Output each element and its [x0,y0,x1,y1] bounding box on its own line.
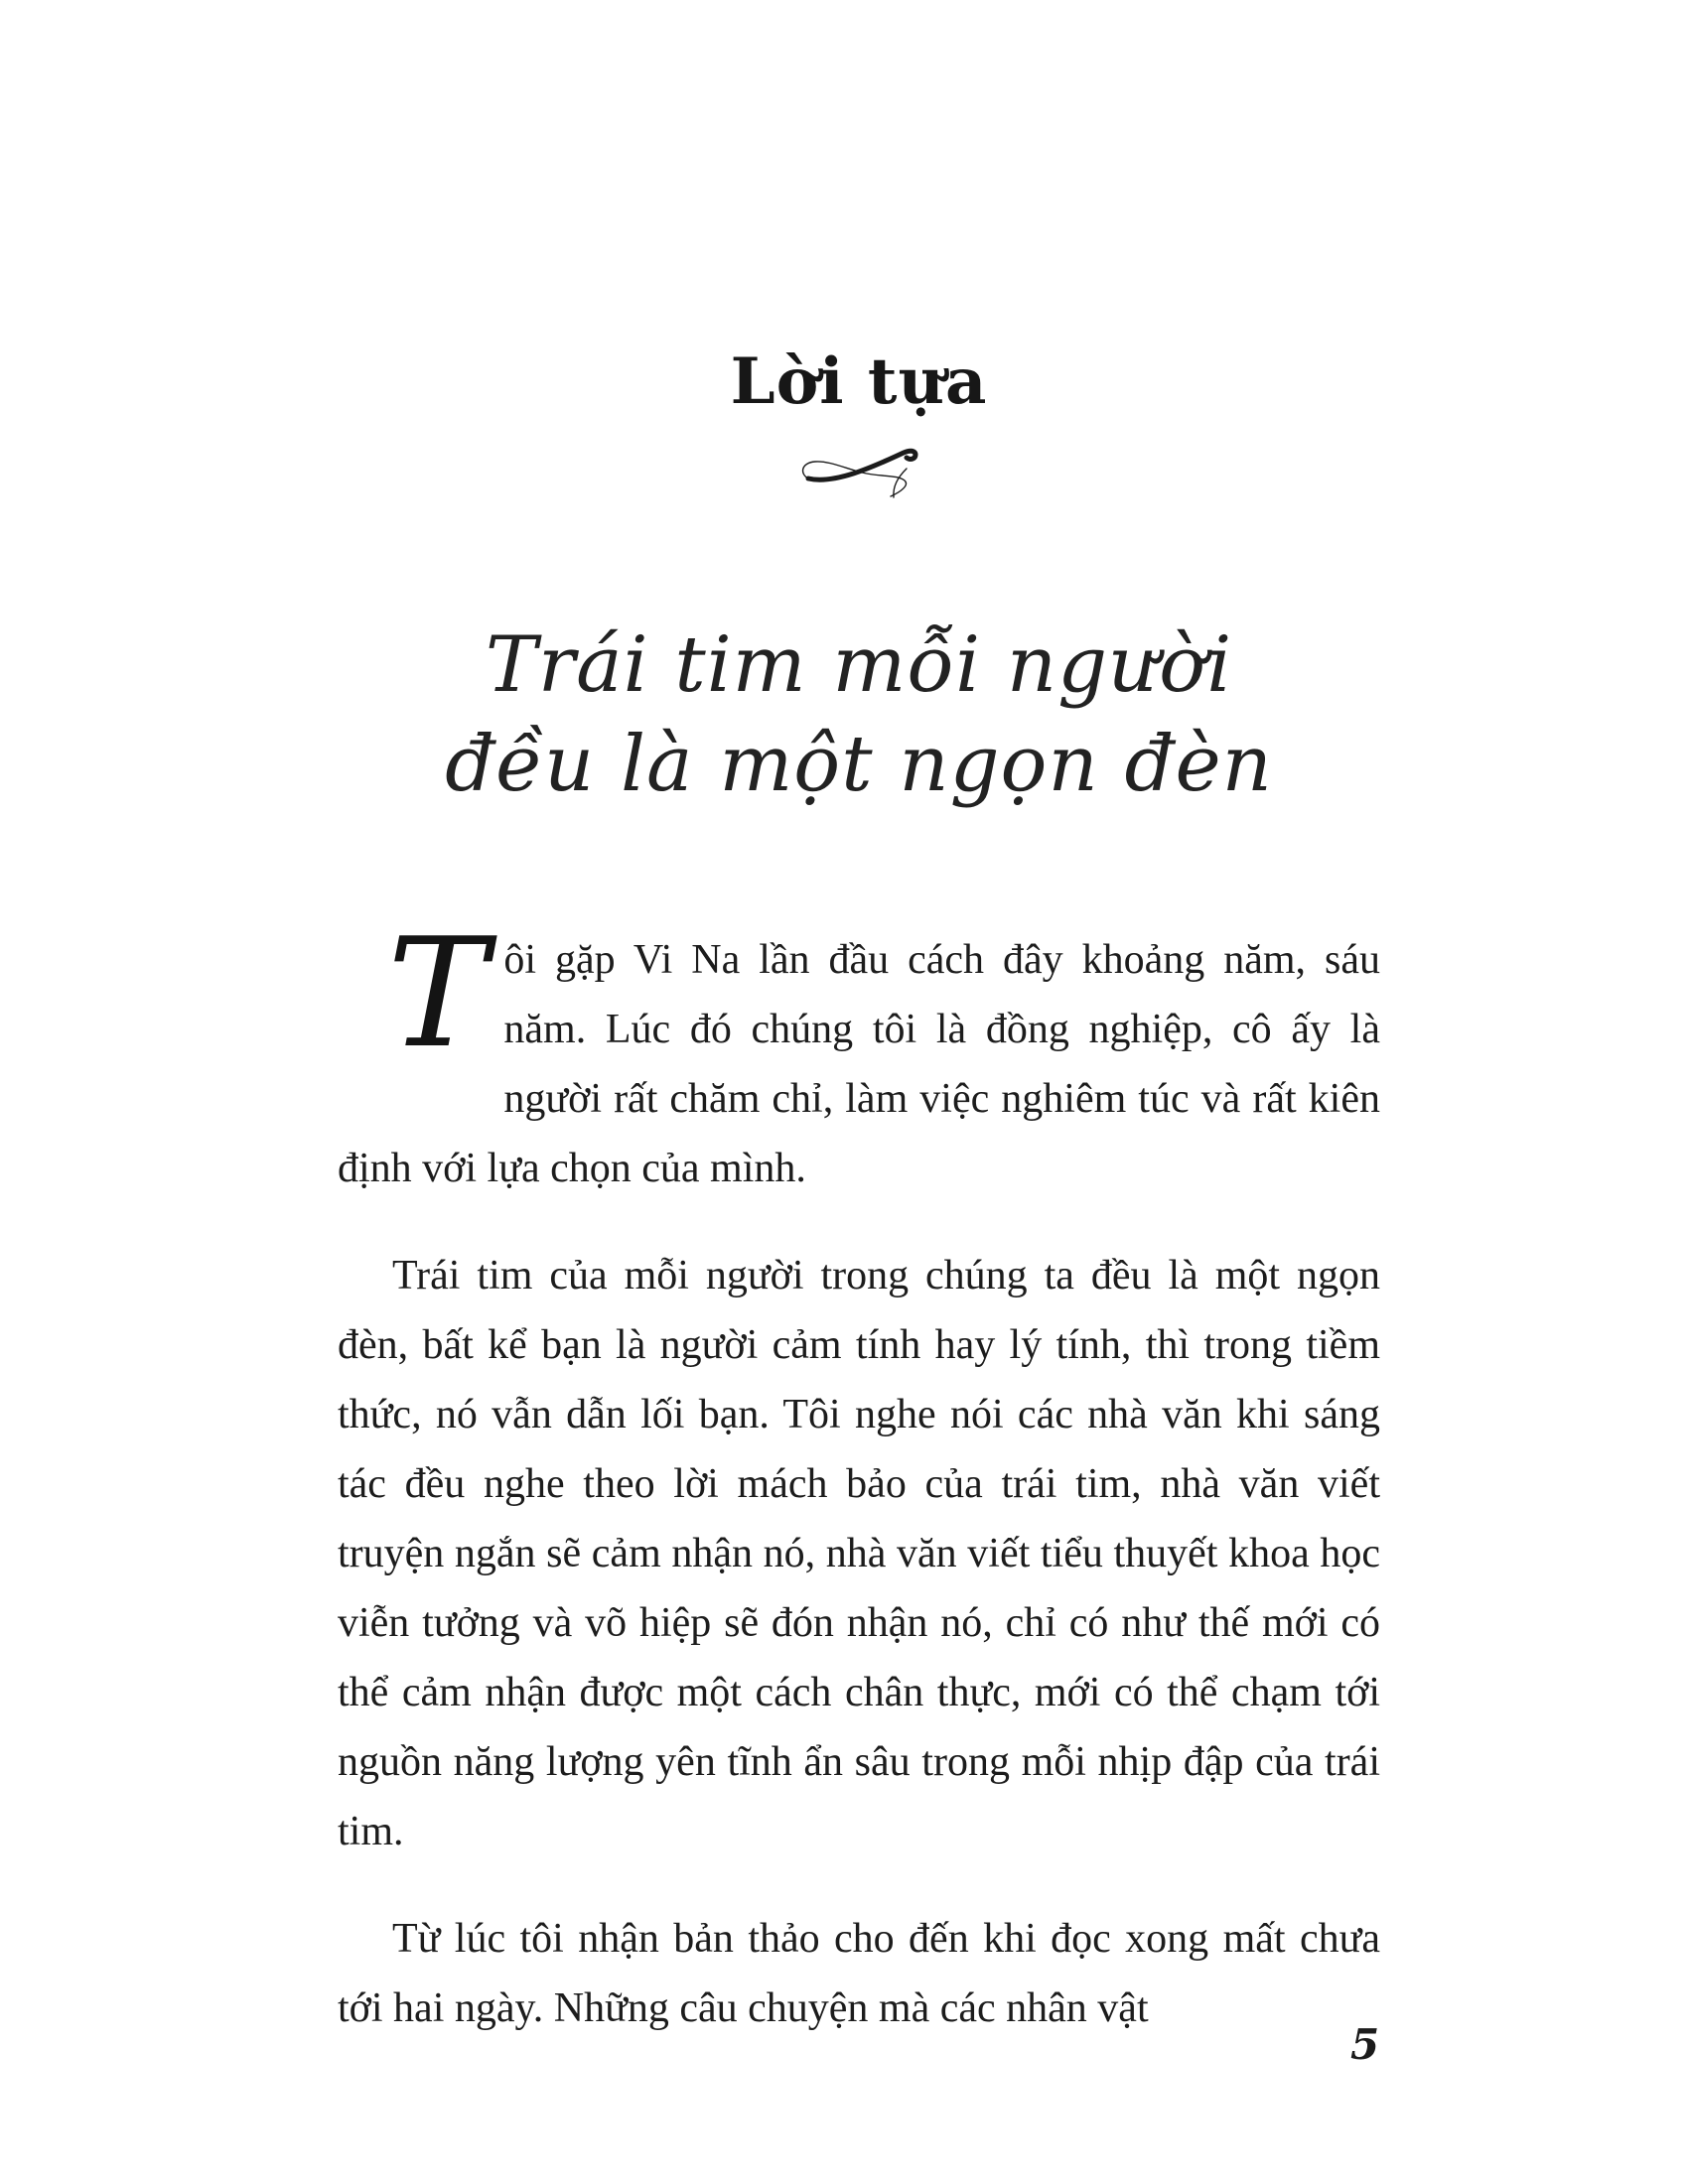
headline-line-1: Trái tim mỗi người [485,620,1233,710]
body-text [338,905,1380,2043]
paragraph-2: Trái tim của mỗi người trong chúng ta đều là một ngọn đèn, bất kể bạn là người cảm tính hay lý tính, thì trong tiềm thức, nó vẫn dẫn lối bạn. Tôi nghe nói các nhà văn khi sáng tác đều nghe theo lời mách bảo của trái tim, nhà văn viết truyện ngắn sẽ cảm nhận nó, nhà văn viết tiểu thuyết khoa học viễn tưởng và võ hiệp sẽ đón nhận nó, chỉ có như thế mới có thể cảm nhận được một cách chân thực, mới có thể chạm tới nguồn năng lượng yên tĩnh ẩn sâu trong mỗi nhịp đập của trái tim. [338,1253,1380,1854]
paragraph-3: Từ lúc tôi nhận bản thảo cho đến khi đọc xong mất chưa tới hai ngày. Những câu chuyện mà các nhân vật [338,1916,1380,2031]
drop-cap: T [387,905,489,1081]
text-column [338,342,1380,2081]
flourish-swash-icon [338,444,1380,498]
page-title: Lời tựa [730,344,988,419]
paragraph-1-text: ôi gặp Vi Na lần đầu cách đây khoảng năm, sáu năm. Lúc đó chúng tôi là đồng nghiệp, cô ấy là người rất chăm chỉ, làm việc nghiêm túc và rất kiên định với lựa chọn của mình. [338,937,1380,1191]
headline-script [338,615,1380,814]
headline-line-2: đều là một ngọn đèn [445,720,1273,809]
paragraph-1 [338,905,1380,1203]
page-number: 5 [1350,2020,1380,2069]
